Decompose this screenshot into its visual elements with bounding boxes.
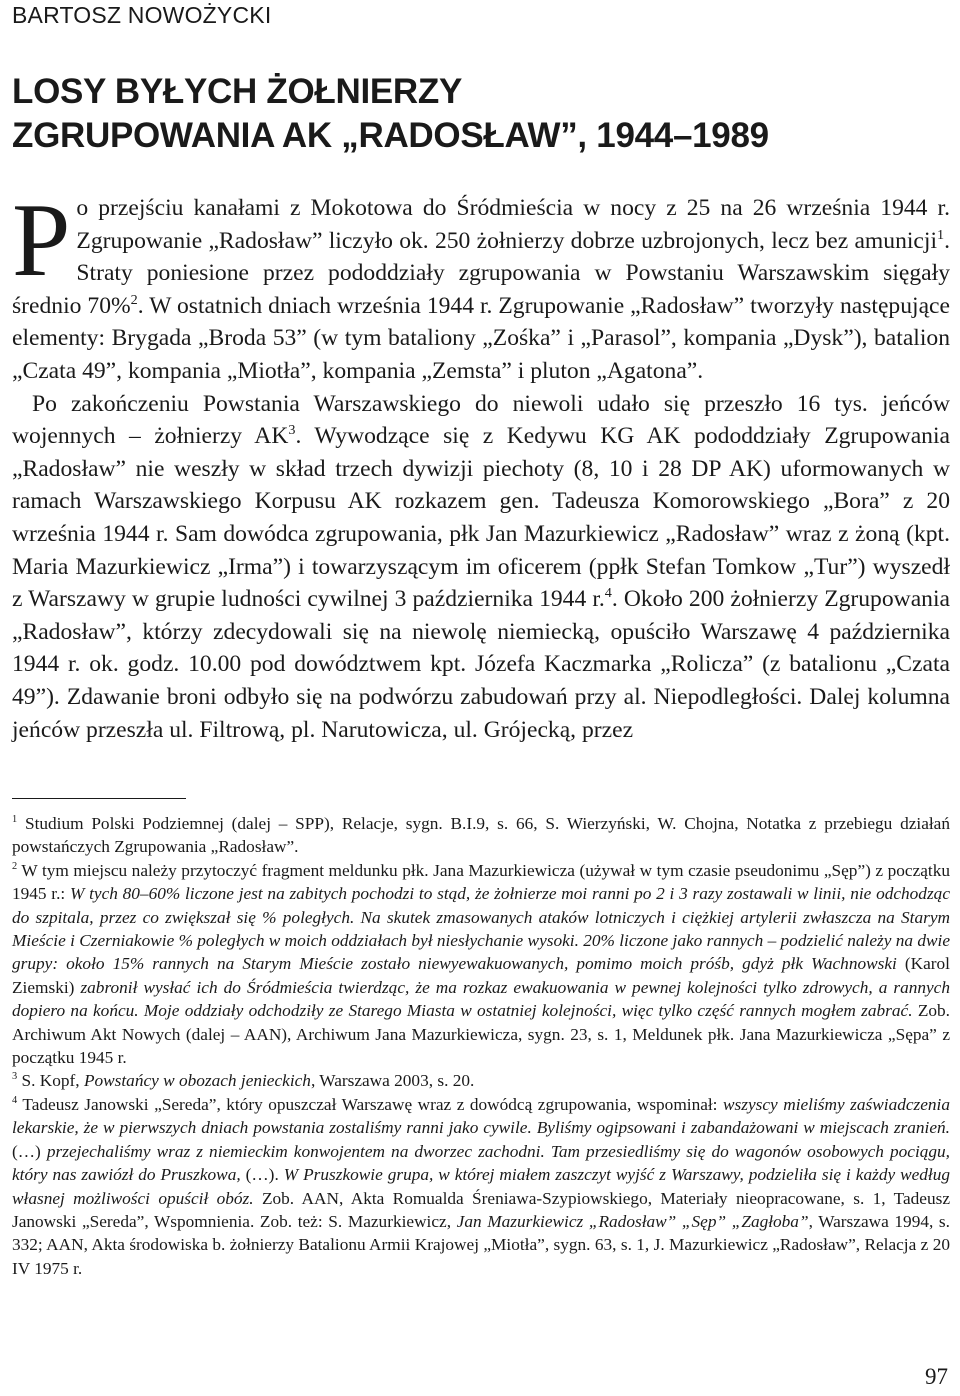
paragraph-2-text-b: . Wywodzące się z Kedywu KG AK pododdziały Zgrupowania „Radosław” nie weszły w skład trzech dywizji piechoty (8, 10 i 28 DP AK) uformowanych w ramach Warszawskiego Korpusu AK rozkazem gen. Tadeusza Komorowskiego „Bora” z 20 września 1944 r. Sam dowódca zgrupowania, płk Jan Mazurkiewicz „Radosław” wraz z żoną (kpt. Maria Mazurkiewicz „Irma”) i towarzyszącym im oficerem (ppłk Stefan Tomkow „Tur”) wyszedł z Warszawy w grupie ludności cywilnej 3 października 1944 r.: [12, 423, 950, 613]
paragraph-2-text-a: Po zakończeniu Powstania Warszawskiego do niewoli udało się przeszło 16 tys. jeńców wojennych – żołnierzy AK: [12, 390, 950, 450]
footnote-2-text-a: W tym miejscu należy przytoczyć fragment meldunku płk. Jana Mazurkiewicza (używał w tym czasie pseudonimu „Sęp”) z początku 1945 r.:: [12, 860, 950, 904]
footnote-4-quote-1: wszyscy mieliśmy zaświadczenia lekarskie, że w pierwszych dniach powstania zostaliśmy ranni jako cywile. Byliśmy ogipsowani i zabandażowani w miejscach zranień.: [12, 1094, 950, 1138]
footnote-4-text-e: , Warszawa 1994, s. 332; AAN, Akta środowiska b. żołnierzy Batalionu Armii Krajowej „Miotła”, sygn. 63, s. 1, J. Mazurkiewicz „Radosław”, Relacja z 20 IV 1975 r.: [12, 1211, 950, 1278]
paragraph-1-text-c: . W ostatnich dniach września 1944 r. Zgrupowanie „Radosław” tworzyły następujące elementy: Brygada „Broda 53” (w tym bataliony „Zośka” i „Parasol”, kompania „Dysk”), batalion „Czata 49”, kompania „Miotła”, kompania „Zemsta” i pluton „Agatona”.: [12, 292, 950, 384]
footnote-1-number: 1: [12, 814, 18, 826]
footnote-3-book-title: Powstańcy w obozach jenieckich: [83, 1071, 311, 1091]
footnote-1-text: Studium Polski Podziemnej (dalej – SPP), Relacje, sygn. B.I.9, s. 66, S. Wierzyński, W. Chojna, Notatka z przebiegu działań powstańczych Zgrupowania „Radosław”.: [12, 814, 950, 857]
footnote-2-text-b: (Karol Ziemski): [12, 954, 950, 997]
article-title: [12, 70, 769, 158]
footnote-4-text-d: Zob. AAN, Akta Romualda Śreniawa-Szypiowskiego, Materiały nieopracowane, s. 1, Tadeusz Janowski „Sereda”, Wspomnienia. Zob. też: S. Mazurkiewicz,: [12, 1188, 951, 1231]
footnote-4-text-a: Tadeusz Janowski „Sereda”, który opuszczał Warszawę wraz z dowódcą zgrupowania, wspominał:: [22, 1094, 723, 1114]
footnote-2-quote-1: W tych 80–60% liczone jest na zabitych pochodzi to stąd, że żołnierze moi ranni po 2 i 3 razy zostawali w linii, nie odchodząc do szpitala, przez co zwiększał się % poległych. Na skutek zmasowanych ataków lotniczych i ciężkiej artylerii zwłaszcza na Starym Mieście i Czerniakowie % poległych w moich oddziałach był niesłychanie wysoki. 20% liczone jako rannych – podzielić należy na dwie grupy: około 15% rannych na Starym Mieście zostało niewyewakuowanych, pomimo moich próśb, gdyż płk Wachnowski: [12, 884, 950, 974]
author-name: BARTOSZ NOWOŻYCKI: [12, 2, 272, 28]
footnote-2-quote-2: zabronił wysłać ich do Śródmieścia twierdząc, że ma rozkaz ewakuowania w pewnej kolejności tylko zdrowych, a rannych dopiero na końcu. Moje oddziały odchodziły ze Starego Miasta w ostatniej kolejności, więc tylko część rannych mogłem zabrać.: [12, 977, 950, 1021]
title-line-1: LOSY BYŁYCH ŻOŁNIERZY: [12, 72, 463, 111]
paragraph-2: [12, 388, 950, 747]
footnote-ref-1[interactable]: 1: [937, 226, 945, 243]
footnote-3: [12, 1069, 950, 1092]
footnote-4-quote-3: W Pruszkowie grupa, w której miałem zaszczyt wyjść z Warszawy, podzieliła się i każdy według własnej możliwości opuścił obóz.: [12, 1165, 951, 1208]
footnote-1: [12, 812, 950, 859]
footnote-ref-4[interactable]: 4: [604, 585, 612, 602]
paragraph-1-text-b: . Straty poniesione przez pododdziały zgrupowania w Powstaniu Warszawskim sięgały średnio 70%: [12, 227, 950, 319]
footnote-4: [12, 1093, 950, 1280]
paragraph-1-text-a: o przejściu kanałami z Mokotowa do Śródmieścia w nocy z 25 na 26 września 1944 r. Zgrupowanie „Radosław” liczyło ok. 250 żołnierzy dobrze uzbrojonych, lecz bez amunicji: [76, 195, 950, 254]
footnote-3-text-b: , Warszawa 2003, s. 20.: [310, 1071, 475, 1091]
drop-cap: P: [12, 181, 71, 298]
article-body: [12, 181, 950, 746]
footnote-ref-2[interactable]: 2: [130, 291, 138, 308]
page-number: 97: [925, 1364, 948, 1389]
paragraph-2-text-c: . Około 200 żołnierzy Zgrupowania „Radosław”, którzy zdecydowali się na niewolę niemiecką, opuściło Warszawę 4 października 1944 r. ok. godz. 10.00 pod dowództwem kpt. Józefa Kaczmarka „Rolicza” (z batalionu „Czata 49”). Zdawanie broni odbyło się na podwórzu zabudowań przy al. Niepodległości. Dalej kolumna jeńców przeszła ul. Filtrową, pl. Narutowicza, ul. Grójecką, przez: [12, 586, 950, 743]
footnote-ref-3[interactable]: 3: [288, 422, 296, 439]
footnote-4-text-b: (…): [12, 1141, 47, 1161]
footnote-3-number: 3: [12, 1071, 18, 1083]
footnotes: [12, 812, 950, 1280]
footnote-4-book-title: Jan Mazurkiewicz „Radosław” „Sęp” „Zagłoba”: [456, 1211, 809, 1231]
footnote-2-text-c: Zob. Archiwum Akt Nowych (dalej – AAN), Archiwum Jana Mazurkiewicza, sygn. 23, s. 1, Meldunek płk. Jana Mazurkiewicza „Sępa” z początku 1945 r.: [12, 1001, 950, 1068]
footnote-4-number: 4: [12, 1095, 18, 1107]
paragraph-1: [12, 181, 950, 388]
footnote-2-number: 2: [12, 861, 18, 873]
footnote-4-text-c: (…).: [240, 1165, 284, 1185]
footnote-4-quote-2: przejechaliśmy wraz z niemieckim konwojentem na dworzec zachodni. Tam przesiedliśmy się do wagonów osobowych pociągu, który nas zawiózł do Pruszkowa,: [12, 1141, 950, 1185]
title-line-2: ZGRUPOWANIA AK „RADOSŁAW”, 1944–1989: [12, 116, 769, 155]
footnote-2: [12, 859, 950, 1070]
footnote-divider: [12, 798, 186, 799]
footnote-3-text-a: S. Kopf,: [21, 1071, 84, 1091]
